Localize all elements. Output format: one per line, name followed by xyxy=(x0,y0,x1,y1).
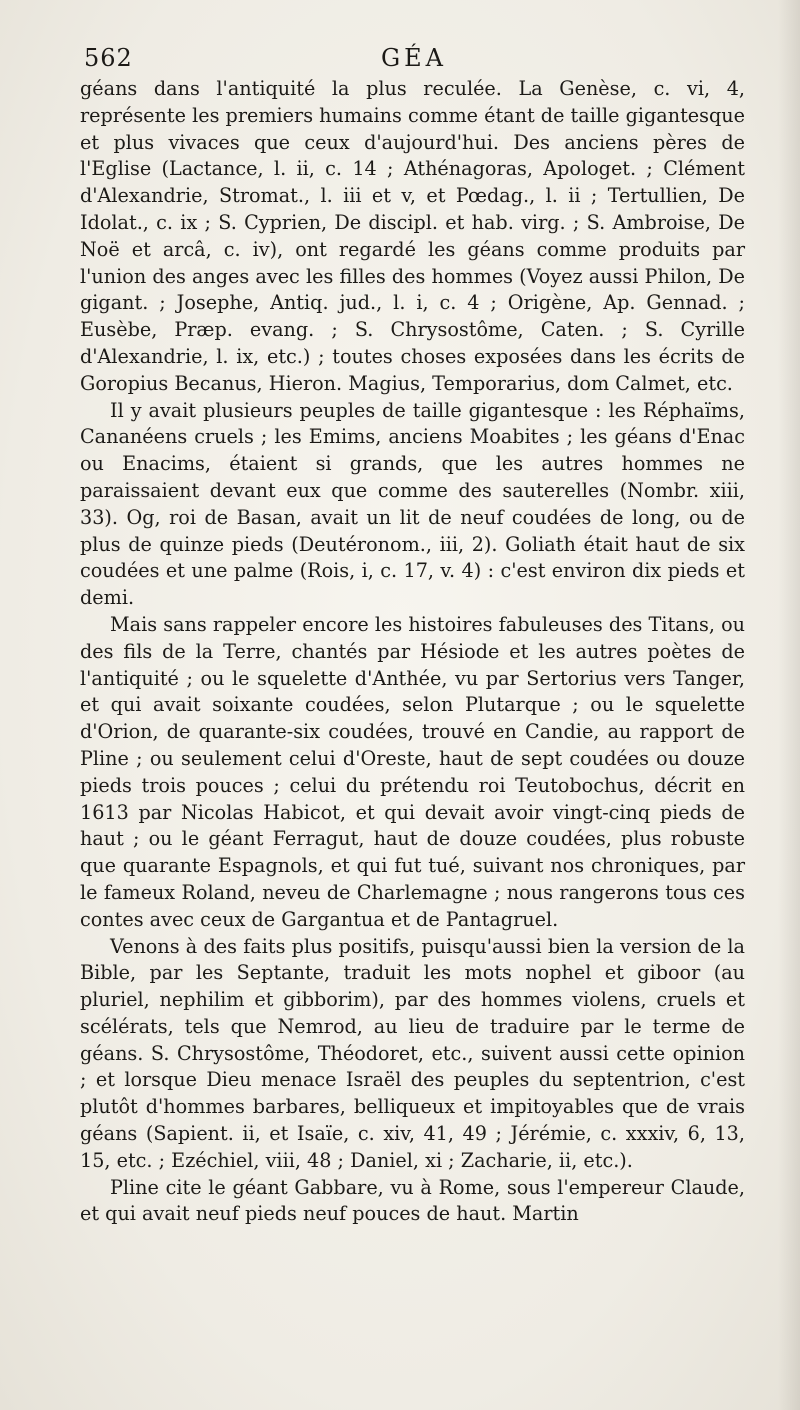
page-edge-shadow xyxy=(778,0,800,1410)
running-head: GÉA xyxy=(380,44,448,72)
paragraph: géans dans l'antiquité la plus reculée. La Genèse, c. vi, 4, représente les premiers humains comme étant de taille gigantesque et plus vivaces que ceux d'aujourd'hui. Des anciens pères de l'Eglise (Lactance, l. ii, c. 14 ; Athénagoras, Apologet. ; Clément d'Alexandrie, Stromat., l. iii et v, et Pœdag., l. ii ; Tertullien, De Idolat., c. ix ; S. Cyprien, De discipl. et hab. virg. ; S. Ambroise, De Noë et arcâ, c. iv), ont regardé les géans comme produits par l'union des anges avec les filles des hommes (Voyez aussi Philon, De gigant. ; Josephe, Antiq. jud., l. i, c. 4 ; Origène, Ap. Gennad. ; Eusèbe, Præp. evang. ; S. Chrysostôme, Caten. ; S. Cyrille d'Alexandrie, l. ix, etc.) ; toutes choses exposées dans les écrits de Goropius Becanus, Hieron. Magius, Temporarius, dom Calmet, etc. xyxy=(80,77,745,395)
paragraph: Venons à des faits plus positifs, puisqu'aussi bien la version de la Bible, par les Septante, traduit les mots nophel et giboor (au pluriel, nephilim et gibborim), par des hommes violens, cruels et scélérats, tels que Nemrod, au lieu de traduire par le terme de géans. S. Chrysostôme, Théodoret, etc., suivent aussi cette opinion ; et lorsque Dieu menace Israël des peuples du septentrion, c'est plutôt d'hommes barbares, belliqueux et impitoyables que de vrais géans (Sapient. ii, et Isaïe, c. xiv, 41, 49 ; Jérémie, c. xxxiv, 6, 13, 15, etc. ; Ezéchiel, viii, 48 ; Daniel, xi ; Zacharie, ii, etc.). xyxy=(80,934,745,1172)
paragraph: Il y avait plusieurs peuples de taille gigantesque : les Réphaïms, Cananéens cruels ; les Emims, anciens Moabites ; les géans d'Enac ou Enacims, étaient si grands, que les autres hommes ne paraissaient devant eux que comme des sauterelles (Nombr. xiii, 33). Og, roi de Basan, avait un lit de neuf coudées de long, ou de plus de quinze pieds (Deutéronom., iii, 2). Goliath était haut de six coudées et une palme (Rois, i, c. 17, v. 4) : c'est environ dix pieds et demi. xyxy=(80,398,745,610)
paragraph: Mais sans rappeler encore les histoires fabuleuses des Titans, ou des fils de la Terre, chantés par Hésiode et les autres poètes de l'antiquité ; ou le squelette d'Anthée, vu par Sertorius vers Tanger, et qui avait soixante coudées, selon Plutarque ; ou le squelette d'Orion, de quarante-six coudées, trouvé en Candie, au rapport de Pline ; ou seulement celui d'Oreste, haut de sept coudées ou douze pieds trois pouces ; celui du prétendu roi Teutobochus, décrit en 1613 par Nicolas Habicot, et qui devait avoir vingt-cinq pieds de haut ; ou le géant Ferragut, haut de douze coudées, plus robuste que quarante Espagnols, et qui fut tué, suivant nos chroniques, par le fameux Roland, neveu de Charlemagne ; nous rangerons tous ces contes avec ceux de Gargantua et de Pantagruel. xyxy=(80,612,745,931)
body-text xyxy=(80,76,745,1228)
page-number: 562 xyxy=(84,44,133,72)
paragraph: Pline cite le géant Gabbare, vu à Rome, sous l'empereur Claude, et qui avait neuf pieds neuf pouces de haut. Martin xyxy=(80,1175,745,1226)
page-header xyxy=(84,40,744,76)
